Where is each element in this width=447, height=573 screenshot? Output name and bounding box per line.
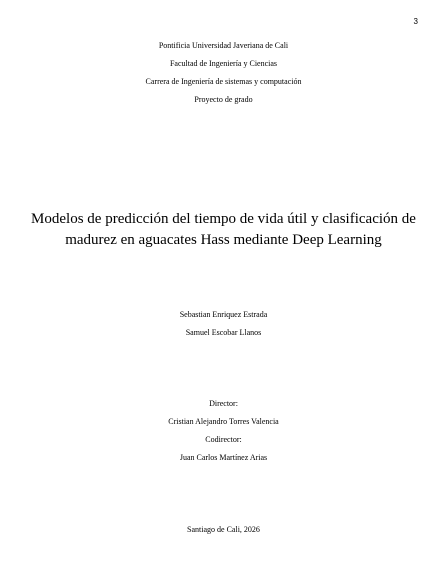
place-and-date: Santiago de Cali, 2026 bbox=[187, 525, 260, 534]
program-name: Carrera de Ingeniería de sistemas y computación bbox=[145, 77, 302, 86]
thesis-title-line-2: madurez en aguacates Hass mediante Deep Learning bbox=[65, 232, 382, 248]
director-name: Cristian Alejandro Torres Valencia bbox=[168, 417, 279, 426]
director-label: Director: bbox=[209, 399, 238, 408]
university-name: Pontificia Universidad Javeriana de Cali bbox=[158, 41, 289, 50]
faculty-name: Facultad de Ingeniería y Ciencias bbox=[169, 59, 278, 68]
codirector-label: Codirector: bbox=[205, 435, 242, 444]
thesis-title bbox=[0, 209, 447, 251]
project-type: Proyecto de grado bbox=[194, 95, 253, 104]
author-1: Sebastian Enriquez Estrada bbox=[179, 310, 268, 319]
page-number: 3 bbox=[413, 17, 418, 26]
codirector-name: Juan Carlos Martínez Arias bbox=[179, 453, 268, 462]
author-2: Samuel Escobar Llanos bbox=[185, 328, 262, 337]
thesis-title-line-1: Modelos de predicción del tiempo de vida útil y clasificación de bbox=[31, 211, 416, 227]
